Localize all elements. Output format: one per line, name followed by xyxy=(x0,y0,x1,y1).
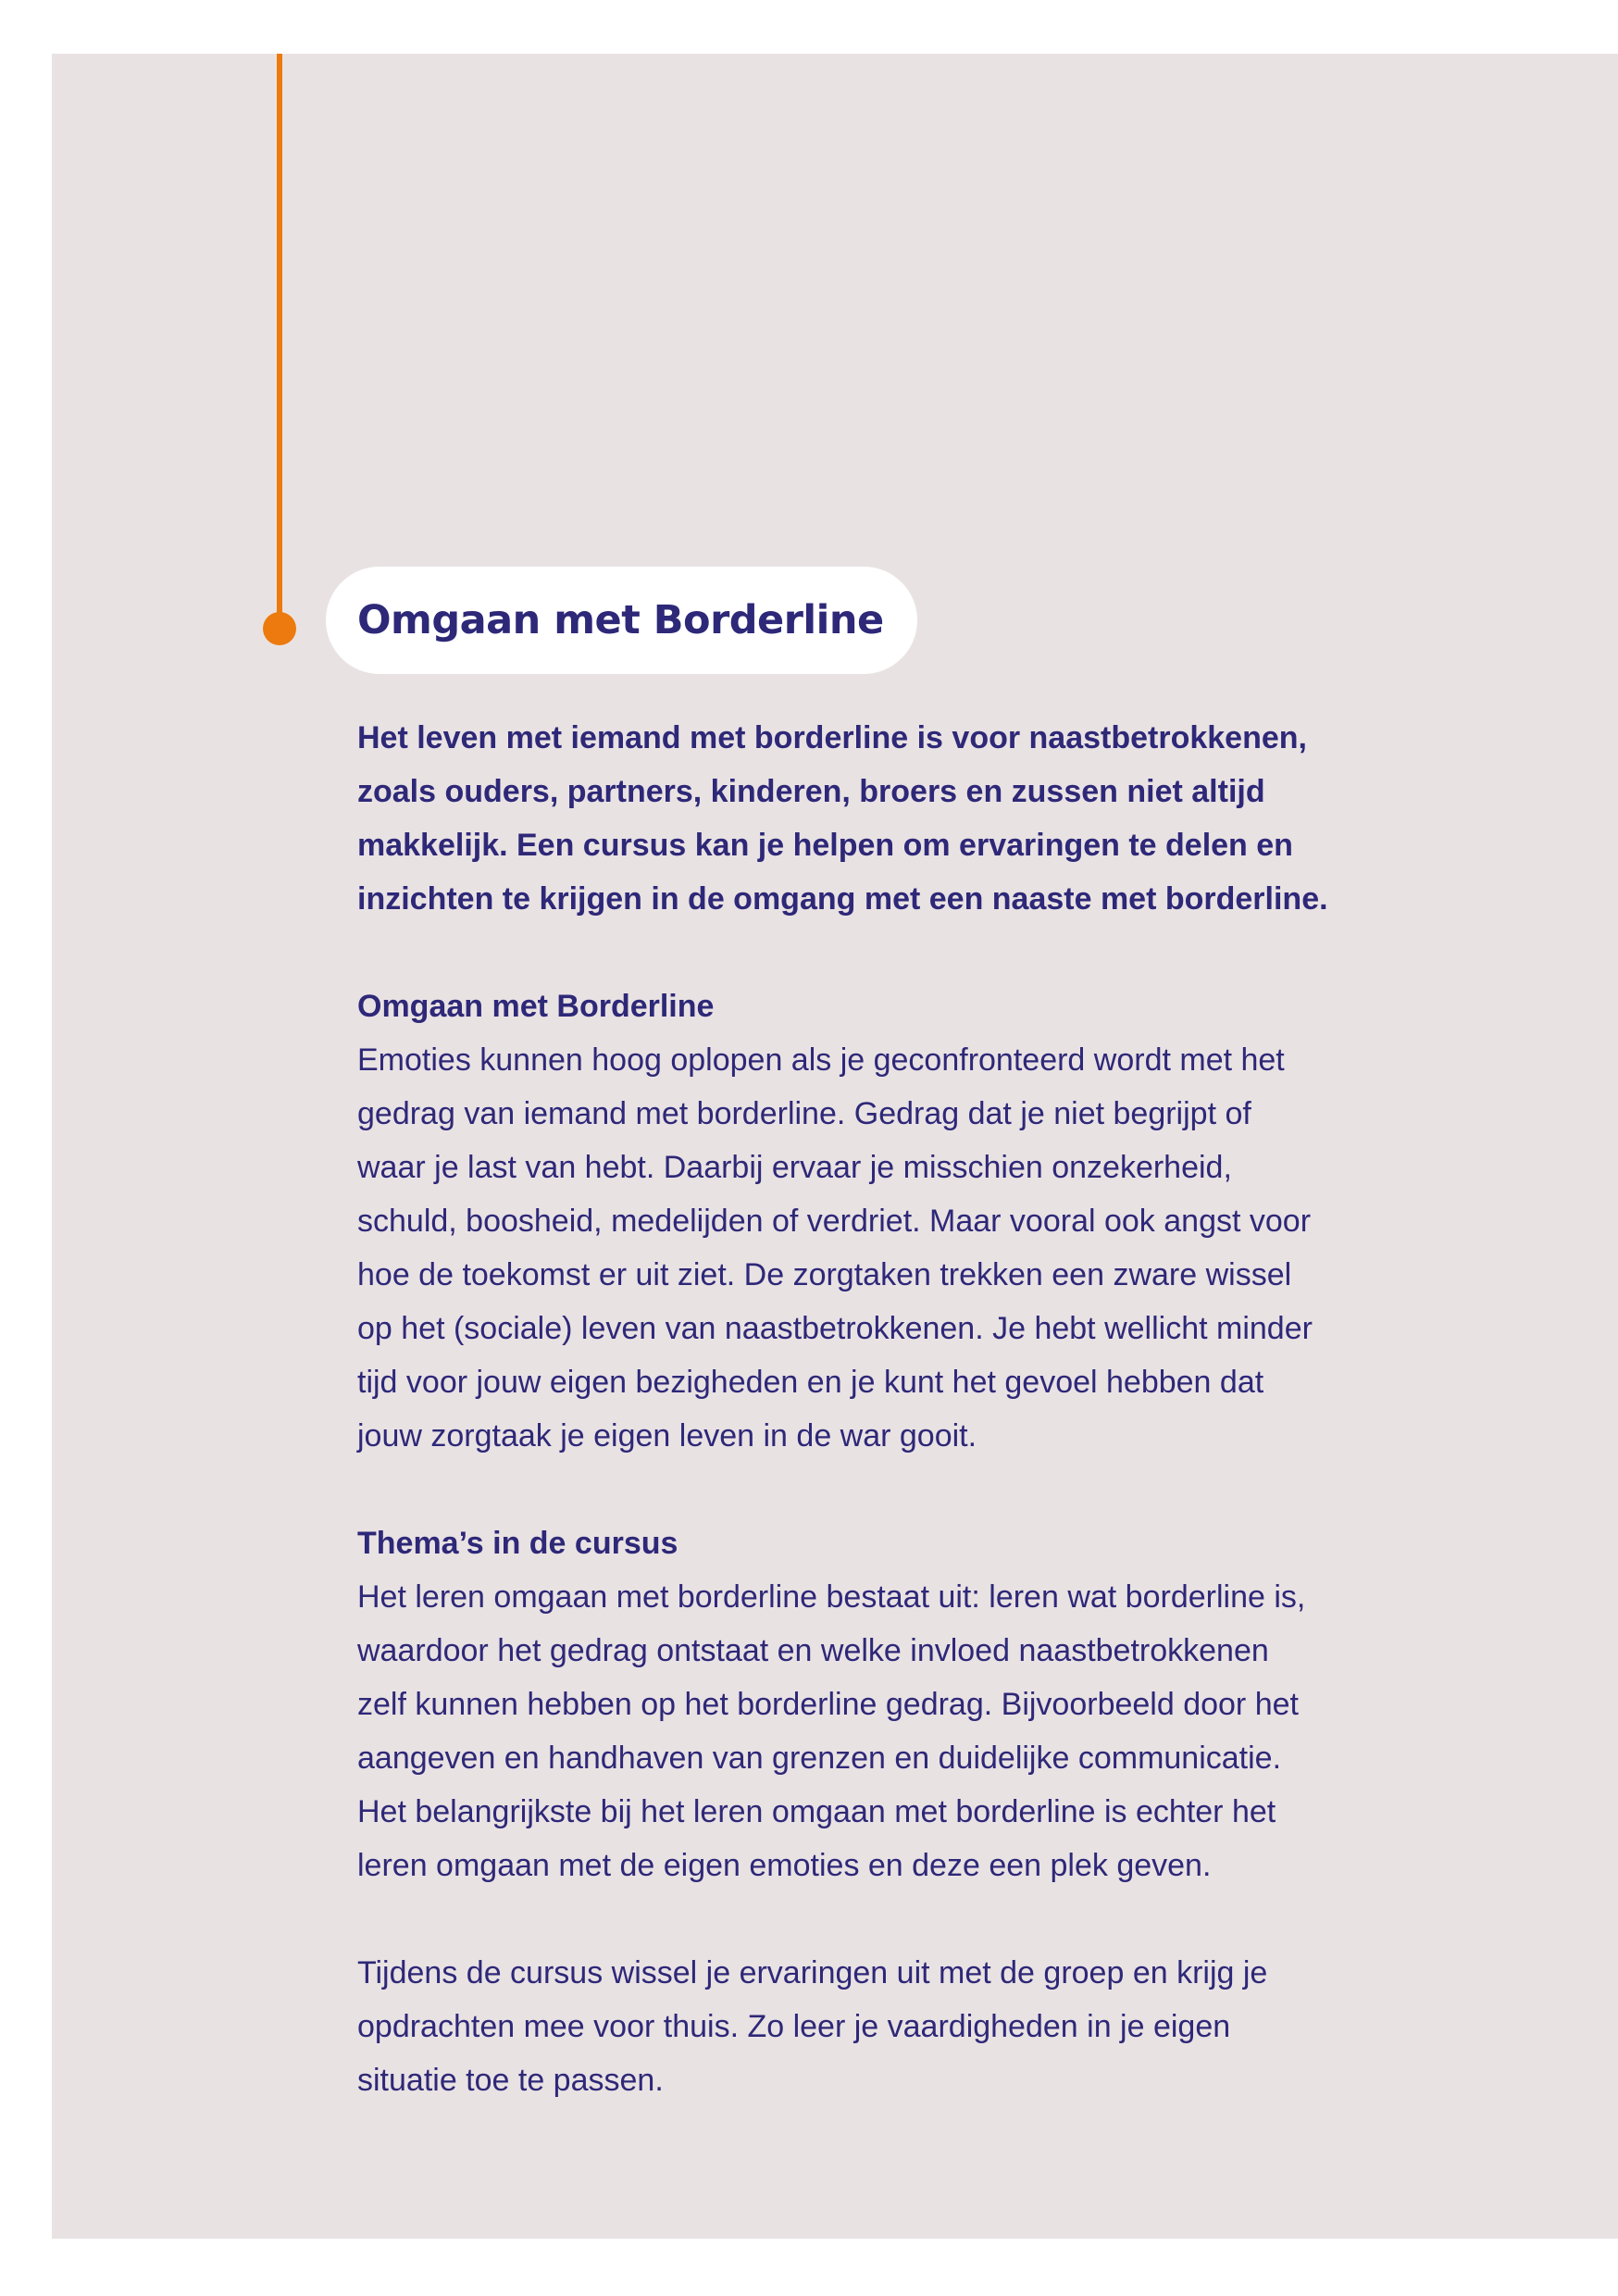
paragraph-line: jouw zorgtaak je eigen leven in de war gooit. xyxy=(357,1418,977,1454)
paragraph-line: situatie toe te passen. xyxy=(357,2063,664,2098)
paragraph-line: waardoor het gedrag ontstaat en welke invloed naastbetrokkenen xyxy=(357,1633,1269,1668)
article-body xyxy=(357,711,1505,2107)
paragraph-line: gedrag van iemand met borderline. Gedrag dat je niet begrijpt of xyxy=(357,1096,1251,1131)
paragraph-line: opdrachten mee voor thuis. Zo leer je vaardigheden in je eigen xyxy=(357,2009,1231,2044)
section-paragraph-omgaan xyxy=(357,1033,1505,1463)
intro-line: Het leven met iemand met borderline is voor naastbetrokkenen, xyxy=(357,720,1307,755)
paragraph-line: zelf kunnen hebben op het borderline gedrag. Bijvoorbeeld door het xyxy=(357,1687,1299,1722)
paragraph-line: Emoties kunnen hoog oplopen als je geconfronteerd wordt met het xyxy=(357,1042,1285,1078)
section-heading-themas: Thema’s in de cursus xyxy=(357,1526,678,1561)
paragraph-line: Het leren omgaan met borderline bestaat uit: leren wat borderline is, xyxy=(357,1579,1306,1615)
paragraph-line: hoe de toekomst er uit ziet. De zorgtaken trekken een zware wissel xyxy=(357,1257,1292,1292)
page-title: Omgaan met Borderline xyxy=(357,597,884,643)
intro-line: inzichten te krijgen in de omgang met een naaste met borderline. xyxy=(357,881,1328,917)
paragraph-line: aangeven en handhaven van grenzen en duidelijke communicatie. xyxy=(357,1741,1282,1776)
intro-line: makkelijk. Een cursus kan je helpen om ervaringen te delen en xyxy=(357,828,1293,863)
timeline-dot xyxy=(263,612,296,645)
paragraph-line: Het belangrijkste bij het leren omgaan met borderline is echter het xyxy=(357,1794,1276,1829)
intro-line: zoals ouders, partners, kinderen, broers en zussen niet altijd xyxy=(357,774,1265,809)
title-pill xyxy=(326,567,917,674)
paragraph-line: leren omgaan met de eigen emoties en deze een plek geven. xyxy=(357,1848,1212,1883)
section-heading-omgaan: Omgaan met Borderline xyxy=(357,989,715,1024)
paragraph-line: waar je last van hebt. Daarbij ervaar je misschien onzekerheid, xyxy=(357,1150,1232,1185)
timeline-line xyxy=(277,54,282,630)
paragraph-line: tijd voor jouw eigen bezigheden en je kunt het gevoel hebben dat xyxy=(357,1365,1264,1400)
paragraph-line: Tijdens de cursus wissel je ervaringen uit met de groep en krijg je xyxy=(357,1955,1268,1990)
section-paragraph-themas xyxy=(357,1570,1505,1892)
closing-paragraph xyxy=(357,1946,1505,2107)
paragraph-line: schuld, boosheid, medelijden of verdriet. Maar vooral ook angst voor xyxy=(357,1204,1312,1239)
paragraph-line: op het (sociale) leven van naastbetrokkenen. Je hebt wellicht minder xyxy=(357,1311,1313,1346)
intro-paragraph xyxy=(357,711,1505,926)
